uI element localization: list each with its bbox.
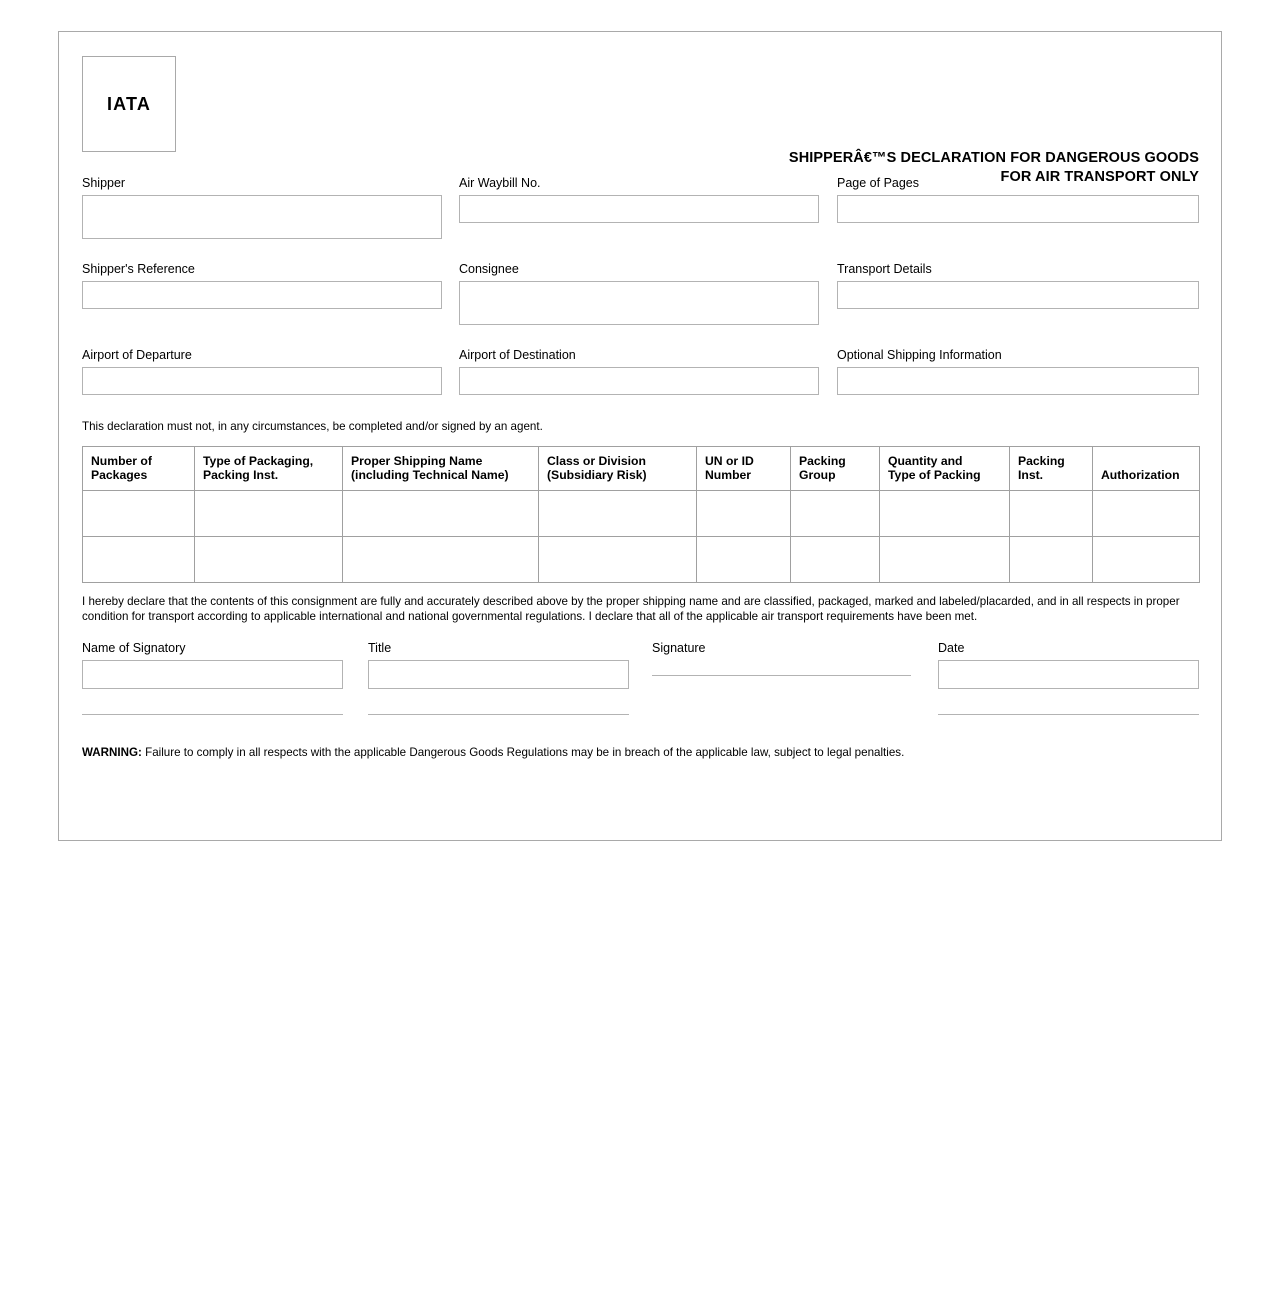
- field-airport-of-departure: [82, 348, 442, 395]
- field-date: [938, 641, 1199, 689]
- warning-text: Failure to comply in all respects with the applicable Dangerous Goods Regulations may be in breach of the applicable law, subject to legal penalties.: [141, 746, 905, 759]
- column-header-line-2: Inst.: [1018, 468, 1044, 482]
- column-header-line-1: Packing: [1018, 454, 1065, 468]
- warning-label: WARNING:: [82, 746, 142, 759]
- column-header-line-2: Type of Packing: [888, 468, 981, 482]
- field-shippers-reference: [82, 262, 442, 309]
- signature-section: [82, 641, 1199, 719]
- cell-type-of-packaging[interactable]: [195, 491, 343, 537]
- column-header-line-1: Number of: [91, 454, 152, 468]
- column-header-line-2: Packing Inst.: [203, 468, 279, 482]
- column-header-line-1: Authorization: [1101, 468, 1180, 482]
- field-date-label: Date: [938, 641, 965, 655]
- field-consignee: [459, 262, 819, 325]
- field-shippers-reference-label: Shipper's Reference: [82, 262, 195, 276]
- field-row-3: [82, 348, 1199, 418]
- field-title: [368, 641, 629, 689]
- column-header-packing-inst: [1010, 447, 1093, 491]
- column-header-line-1: Proper Shipping Name: [351, 454, 483, 468]
- signature-input-line[interactable]: [652, 675, 911, 676]
- field-airport-of-departure-label: Airport of Departure: [82, 348, 192, 362]
- field-signature-label: Signature: [652, 641, 706, 655]
- airport-of-destination-input[interactable]: [459, 367, 819, 395]
- field-page-of-pages: [837, 176, 1199, 223]
- column-header-line-2: (Subsidiary Risk): [547, 468, 647, 482]
- cell-class-or-division[interactable]: [539, 537, 697, 583]
- field-signature: [652, 641, 911, 676]
- field-name-of-signatory: [82, 641, 343, 689]
- name-of-signatory-underline: [82, 714, 343, 715]
- column-header-quantity-and-type-of-packing: [880, 447, 1010, 491]
- page-of-pages-input[interactable]: [837, 195, 1199, 223]
- iata-logo-text: IATA: [106, 93, 152, 114]
- dangerous-goods-table: [82, 446, 1200, 583]
- cell-class-or-division[interactable]: [539, 491, 697, 537]
- page-title-line-1: SHIPPERÂ€™S DECLARATION FOR DANGEROUS GOODS: [788, 150, 1199, 166]
- date-underline: [938, 714, 1199, 715]
- cell-un-or-id-number[interactable]: [697, 537, 791, 583]
- agent-note: This declaration must not, in any circumstances, be completed and/or signed by an agent.: [82, 420, 543, 433]
- title-underline: [368, 714, 629, 715]
- column-header-un-or-id-number: [697, 447, 791, 491]
- field-row-1: [82, 176, 1199, 262]
- declaration-paragraph: I hereby declare that the contents of this consignment are fully and accurately described above by the proper shipping name and are classified, packaged, marked and labeled/placarded, and in all respects in proper condition for transport according to applicable international and national governmental regulations. I declare that all of the applicable air transport requirements have been met.: [82, 595, 1180, 623]
- cell-number-of-packages[interactable]: [83, 537, 195, 583]
- form-content: [82, 56, 1199, 818]
- cell-proper-shipping-name[interactable]: [343, 537, 539, 583]
- column-header-packing-group: [791, 447, 880, 491]
- column-header-line-1: Type of Packaging,: [203, 454, 314, 468]
- field-row-2: [82, 262, 1199, 348]
- optional-shipping-information-input[interactable]: [837, 367, 1199, 395]
- field-transport-details-label: Transport Details: [837, 262, 932, 276]
- field-shipper: [82, 176, 442, 239]
- field-name-of-signatory-label: Name of Signatory: [82, 641, 186, 655]
- field-air-waybill-no-label: Air Waybill No.: [459, 176, 541, 190]
- warning-notice: [82, 746, 1199, 760]
- cell-number-of-packages[interactable]: [83, 491, 195, 537]
- transport-details-input[interactable]: [837, 281, 1199, 309]
- cell-proper-shipping-name[interactable]: [343, 491, 539, 537]
- table-row: [83, 491, 1200, 537]
- field-optional-shipping-information: [837, 348, 1199, 395]
- cell-packing-inst[interactable]: [1010, 491, 1093, 537]
- cell-authorization[interactable]: [1093, 491, 1200, 537]
- cell-quantity-and-type-of-packing[interactable]: [880, 537, 1010, 583]
- field-page-of-pages-label: Page of Pages: [837, 176, 920, 190]
- title-input[interactable]: [368, 660, 629, 689]
- table-header-row: [83, 447, 1200, 491]
- cell-packing-group[interactable]: [791, 491, 880, 537]
- column-header-line-1: UN or ID: [705, 454, 754, 468]
- shippers-reference-input[interactable]: [82, 281, 442, 309]
- cell-un-or-id-number[interactable]: [697, 491, 791, 537]
- cell-quantity-and-type-of-packing[interactable]: [880, 491, 1010, 537]
- cell-type-of-packaging[interactable]: [195, 537, 343, 583]
- column-header-line-1: Quantity and: [888, 454, 963, 468]
- cell-packing-group[interactable]: [791, 537, 880, 583]
- column-header-line-2: Packages: [91, 468, 148, 482]
- iata-logo: [82, 56, 176, 152]
- field-title-label: Title: [368, 641, 392, 655]
- column-header-number-of-packages: [83, 447, 195, 491]
- column-header-line-1: Packing: [799, 454, 846, 468]
- name-of-signatory-input[interactable]: [82, 660, 343, 689]
- column-header-authorization: [1093, 447, 1200, 491]
- field-shipper-label: Shipper: [82, 176, 126, 190]
- consignee-input[interactable]: [459, 281, 819, 325]
- column-header-class-or-division: [539, 447, 697, 491]
- column-header-line-2: Group: [799, 468, 836, 482]
- column-header-line-2: Number: [705, 468, 752, 482]
- column-header-line-1: Class or Division: [547, 454, 646, 468]
- column-header-line-2: (including Technical Name): [351, 468, 509, 482]
- field-optional-shipping-information-label: Optional Shipping Information: [837, 348, 1002, 362]
- form-page-frame: [58, 31, 1222, 841]
- field-air-waybill-no: [459, 176, 819, 223]
- field-transport-details: [837, 262, 1199, 309]
- cell-packing-inst[interactable]: [1010, 537, 1093, 583]
- air-waybill-no-input[interactable]: [459, 195, 819, 223]
- field-consignee-label: Consignee: [459, 262, 519, 276]
- shipper-input[interactable]: [82, 195, 442, 239]
- airport-of-departure-input[interactable]: [82, 367, 442, 395]
- field-airport-of-destination: [459, 348, 819, 395]
- column-header-type-of-packaging: [195, 447, 343, 491]
- table-row: [83, 537, 1200, 583]
- page-title-line-2: FOR AIR TRANSPORT ONLY: [1000, 169, 1199, 185]
- cell-authorization[interactable]: [1093, 537, 1200, 583]
- date-input[interactable]: [938, 660, 1199, 689]
- column-header-proper-shipping-name: [343, 447, 539, 491]
- field-airport-of-destination-label: Airport of Destination: [459, 348, 576, 362]
